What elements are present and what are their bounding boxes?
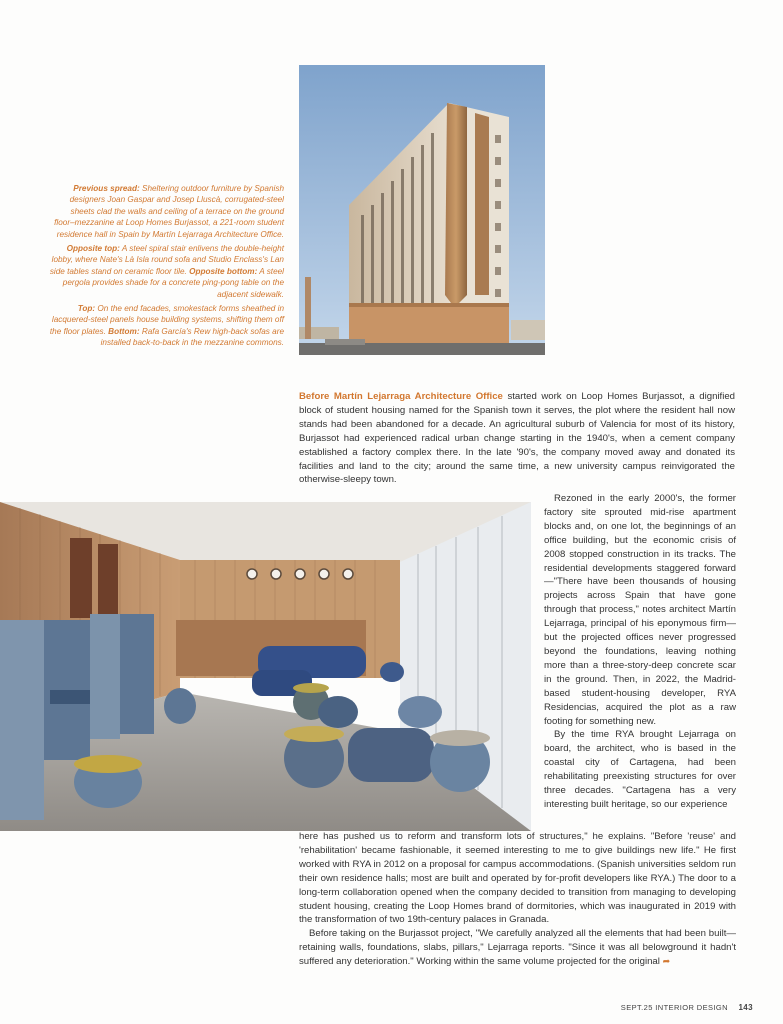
article-paragraph: here has pushed us to reform and transform lots of structures," he explains. "Before 'reuse' and 'rehabilitation' became fashionable, it seemed interesting to me to give buildings new life." He first worked with RYA in 2012 on a proposal for campus accommodations. (Spanish universities seldom run their own residence halls; most are built and operated by for-profit developers like RYA.) The door to a long-term collaboration opened when the company decided to transition from managing to developing student housing, creating the Loop Homes brand of dormitories, which was inaugurated in 2019 with the transformation of two 19th-century palaces in Granada. xyxy=(299,831,736,926)
caption-text: Rafa García's Rew high-back sofas are installed back-to-back in the mezzanine commons. xyxy=(100,326,284,348)
caption-text: Sheltering outdoor furniture by Spanish designers Joan Gaspar and Josep Lluscà, corrugated-steel sheets clad the walls and ceiling of a terrace on the ground floor–mezzanine at Loop Homes Burjassot, a 221-room student residence hall in Spain by Martín Lejarraga Architecture Office. xyxy=(54,184,284,239)
article-bottom-text xyxy=(299,830,736,969)
magazine-name: INTERIOR DESIGN xyxy=(655,1003,728,1012)
article-intro xyxy=(299,390,735,487)
caption-label: Previous spread: xyxy=(73,184,140,193)
caption-text: A steel spiral stair enlivens the double-height lobby, where Nate's Là Isla round sofa and Studio Enclass's Lan side tables stand on ceramic floor tile. xyxy=(49,244,284,276)
caption-label: Top: xyxy=(77,304,96,314)
caption-previous-spread xyxy=(48,183,284,240)
continue-arrow-icon: ➦ xyxy=(662,956,671,967)
caption-label: Bottom: xyxy=(108,326,140,336)
article-intro-text: started work on Loop Homes Burjassot, a dignified block of student housing named for the Spanish town it serves, the plot where the resident hall now stands had been abandoned for a decade. An agricultural suburb of Valencia for most of its history, Burjassot had experienced radical urban change starting in the 1940's, when a cement company established a factory complex there. In the late '90's, the company moved away and donated its facilities and land to the city; around the same time, a new university campus reinvigorated the otherwise-sleepy town. xyxy=(299,391,735,486)
article-paragraph: By the time RYA brought Lejarraga on board, the architect, who is based in the coastal city of Cartagena, had been rehabilitating preexisting structures for over three decades. "Cartagena has a very interesting built heritage, so our experience xyxy=(544,729,736,810)
photo-captions xyxy=(48,183,284,352)
page-number: 143 xyxy=(738,1003,753,1012)
building-exterior-photo xyxy=(299,65,545,355)
article-paragraph-text: Before taking on the Burjassot project, "We carefully analyzed all the elements that had been built—retaining walls, foundations, slabs, pillars," Lejarraga reports. "Since it was all belowground it hadn't suffered any deterioration." Working within the same volume projected for the original xyxy=(299,928,736,968)
caption-opposite xyxy=(48,243,284,300)
caption-text: A steel pergola provides shade for a concrete ping-pong table on the adjacent sidewalk. xyxy=(62,266,284,299)
issue-date: SEPT.25 xyxy=(620,1003,653,1012)
article-right-column xyxy=(544,492,736,812)
mezzanine-interior-photo xyxy=(0,502,531,831)
caption-text: On the end facades, smokestack forms sheathed in lacquered-steel panels house building systems, shifting them off the floor plates. xyxy=(49,304,284,336)
caption-label: Opposite bottom: xyxy=(189,266,258,276)
caption-label: Opposite top: xyxy=(66,244,120,254)
article-paragraph xyxy=(299,927,736,969)
page-folio xyxy=(621,1003,753,1012)
article-paragraph: Rezoned in the early 2000's, the former factory site sprouted mid-rise apartment blocks and, on one lot, the beginnings of an office building, but the economic crisis of 2008 stopped construction in its tracks. The residential developments staggered forward—"There have been thousands of housing projects across Spain that have gone through that process," notes architect Martín Lejarraga, principal of his eponymous firm—but the projected offices never progressed beyond the foundations, leaving nothing more than a three-story-deep concrete scar in the ground. Then, in 2022, the Madrid-based student-housing developer, RYA Residencias, acquired the plot as a raw footing for something new. xyxy=(544,493,736,727)
article-lead: Before Martín Lejarraga Architecture Office xyxy=(299,391,503,402)
caption-top-bottom xyxy=(48,303,284,349)
